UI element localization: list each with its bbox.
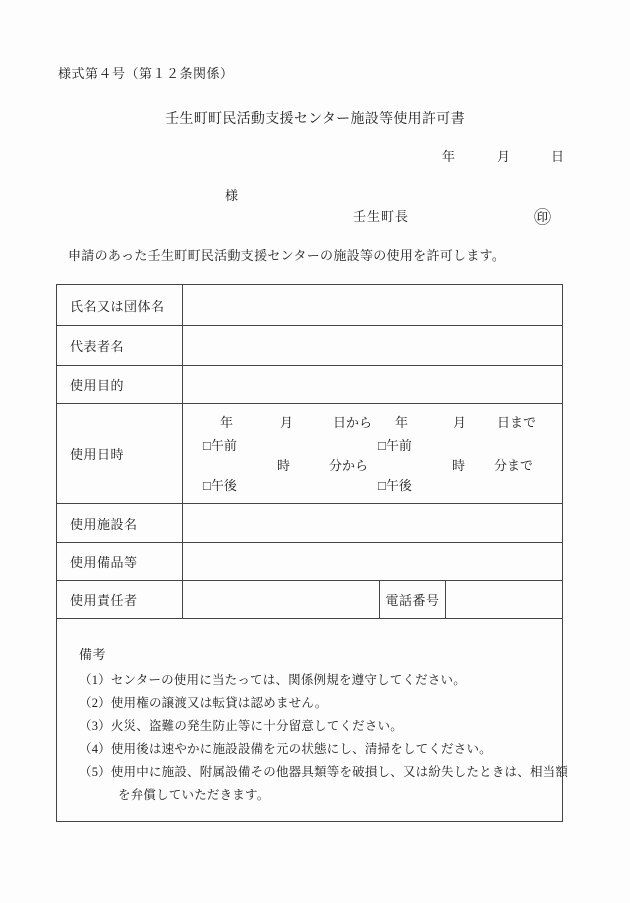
datetime-from-month-label: 月 [280,415,294,430]
datetime-min-to-label: 分まで [494,458,534,473]
table-row-facility [57,504,563,543]
remarks-line-3: （3）火災、盗難の発生防止等に十分留意してください。 [79,719,403,733]
table-row-representative [57,326,563,366]
table-row-remarks [57,619,563,822]
field-label-purpose: 使用目的 [57,366,183,404]
form-number: 様式第４号（第１２条関係） [58,66,234,81]
remarks-line-2: （2）使用権の譲渡又は転貸は認めません。 [79,696,328,710]
issue-date-month-label: 月 [497,149,511,164]
datetime-to-month-label: 月 [453,415,467,430]
datetime-to-day-label: 日まで [497,415,537,430]
remarks-cell [57,619,569,822]
table-row-equipment [57,543,563,581]
addressee-suffix: 様 [225,188,239,203]
permit-table [56,284,569,822]
remarks-line-5-continuation: を弁償していただきます。 [118,788,270,802]
field-label-name: 氏名又は団体名 [57,285,183,326]
remarks-label: 備考 [79,647,107,662]
field-value-facility [183,504,563,543]
checkbox-pm-from: □午後 [203,478,237,493]
table-row-responsible [57,581,563,619]
datetime-min-from-label: 分から [329,458,369,473]
datetime-hour-from-label: 時 [277,458,291,473]
field-value-name [183,285,563,326]
datetime-from-year-label: 年 [220,415,234,430]
field-value-purpose [183,366,563,404]
seal-icon: ㊞ [534,208,551,227]
field-label-facility: 使用施設名 [57,504,183,543]
datetime-from-day-label: 日から [333,415,373,430]
table-row-purpose [57,366,563,404]
issuer-title: 壬生町長 [353,209,410,224]
field-label-datetime: 使用日時 [57,404,183,504]
field-value-phone [446,581,563,619]
field-value-responsible [183,581,380,619]
datetime-to-year-label: 年 [395,415,409,430]
remarks-line-5: （5）使用中に施設、附属設備その他器具類等を破損し、又は紛失したときは、相当額 [79,765,569,779]
field-label-responsible: 使用責任者 [57,581,183,619]
issue-date-year-label: 年 [442,149,456,164]
table-row-datetime [57,404,563,504]
field-value-equipment [183,543,563,581]
remarks-line-4: （4）使用後は速やかに施設設備を元の状態にし、清掃をしてください。 [79,742,492,756]
document-title: 壬生町町民活動支援センター施設等使用許可書 [165,112,465,127]
issue-date-line [0,146,630,162]
field-label-equipment: 使用備品等 [57,543,183,581]
remarks-line-1: （1）センターの使用に当たっては、関係例規を遵守してください。 [79,673,466,687]
table-row-name [57,285,563,326]
checkbox-pm-to: □午後 [378,478,412,493]
field-label-phone: 電話番号 [380,581,446,619]
issue-date-day-label: 日 [551,149,565,164]
field-label-representative: 代表者名 [57,326,183,366]
datetime-hour-to-label: 時 [452,458,466,473]
field-value-datetime [183,404,563,504]
checkbox-am-from: □午前 [203,438,237,453]
checkbox-am-to: □午前 [378,438,412,453]
body-text: 申請のあった壬生町町民活動支援センターの施設等の使用を許可します。 [68,248,506,263]
field-value-representative [183,326,563,366]
